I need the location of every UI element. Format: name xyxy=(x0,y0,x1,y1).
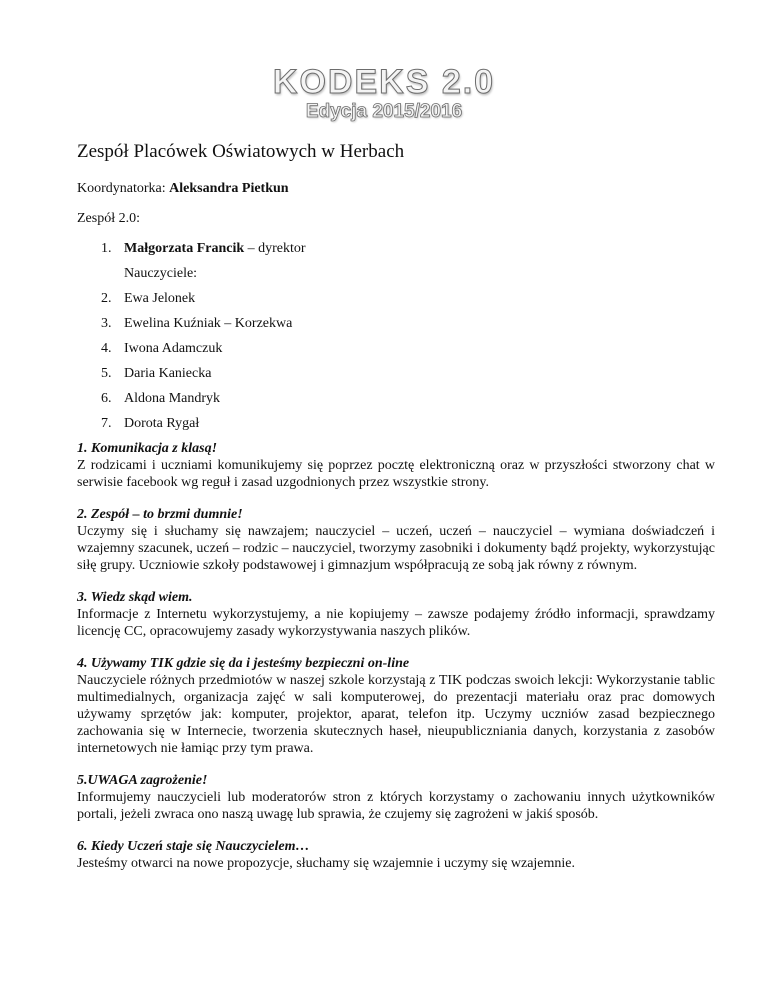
section-heading: 6. Kiedy Uczeń staje się Nauczycielem… xyxy=(77,839,310,854)
coordinator-name: Aleksandra Pietkun xyxy=(169,181,289,196)
section-text: Z rodzicami i uczniami komunikujemy się poprzez pocztę elektroniczną oraz w przyszłości stworzony chat w serwisie facebook wg reguł i zasad uzgodnionych przez wszystkie strony. xyxy=(77,458,715,490)
team-list-item xyxy=(77,390,691,415)
rule-section xyxy=(77,772,715,823)
team-list-item xyxy=(77,315,691,340)
team-list-item xyxy=(77,290,691,315)
member-role: – dyrektor xyxy=(244,241,306,256)
intro-content xyxy=(77,140,691,440)
team-list-item xyxy=(77,415,691,440)
team-list-item xyxy=(77,265,691,290)
section-heading: 5.UWAGA zagrożenie! xyxy=(77,773,208,788)
rule-section xyxy=(77,440,715,491)
member-role: Ewelina Kuźniak – Korzekwa xyxy=(124,316,293,331)
section-text: Nauczyciele różnych przedmiotów w naszej szkole korzystają z TIK podczas swoich lekcji: Wykorzystanie tablic multimedialnych, organizacja zajęć w sali komputerowej, do prezentacji materiału oraz prac domowych używamy sprzętów jak: komputer, projektor, aparat, telefon itp. Uczymy uczniów zasad bezpiecznego zachowania się w Internecie, tworzenia skutecznych haseł, nieupubliczniania danych, korzystania z zasobów internetowych nie łamiąc przy tym prawa. xyxy=(77,673,715,756)
member-name: Małgorzata Francik xyxy=(124,241,245,256)
team-list xyxy=(77,240,691,440)
rule-section xyxy=(77,655,715,757)
section-text: Jesteśmy otwarci na nowe propozycje, słuchamy się wzajemnie i uczymy się wzajemnie. xyxy=(77,856,575,871)
member-role: Iwona Adamczuk xyxy=(124,341,223,356)
rule-section xyxy=(77,589,715,640)
team-list-item xyxy=(77,365,691,390)
document-title: KODEKS 2.0 xyxy=(272,63,496,101)
member-role: Daria Kaniecka xyxy=(124,366,212,381)
list-number: 7. xyxy=(101,416,112,431)
document-subtitle: Edycja 2015/2016 xyxy=(305,101,463,122)
coordinator-label: Koordynatorka: xyxy=(77,181,166,196)
list-number: 1. xyxy=(101,241,112,256)
team-list-item xyxy=(77,340,691,365)
team-list-item xyxy=(77,240,691,265)
section-heading: 1. Komunikacja z klasą! xyxy=(77,441,218,456)
section-heading: 2. Zespół – to brzmi dumnie! xyxy=(77,507,243,522)
list-number: 4. xyxy=(101,341,112,356)
list-number: 5. xyxy=(101,366,112,381)
member-role: Dorota Rygał xyxy=(124,416,200,431)
rule-section xyxy=(77,838,715,872)
list-number: 6. xyxy=(101,391,112,406)
section-heading: 4. Używamy TIK gdzie się da i jesteśmy bezpieczni on-line xyxy=(77,656,410,671)
school-name: Zespół Placówek Oświatowych w Herbach xyxy=(77,141,405,162)
section-text: Uczymy się i słuchamy się nawzajem; nauczyciel – uczeń, uczeń – nauczyciel – wymiana doświadczeń i wzajemny szacunek, uczeń – rodzic – nauczyciel, tworzymy zasobniki i dokumenty bądź projekty, wykorzystując siłę grupy. Uczniowie szkoły podstawowej i gimnazjum współpracują ze sobą jak równy z równym. xyxy=(77,524,715,573)
rule-section xyxy=(77,506,715,574)
section-text: Informujemy nauczycieli lub moderatorów stron z których korzystamy o zachowaniu innych użytkowników portali, jeżeli zwraca ono naszą uwagę lub sprawia, że czujemy się zagrożeni w jakiś sposób. xyxy=(77,790,715,822)
member-role: Aldona Mandryk xyxy=(124,391,221,406)
list-number: 2. xyxy=(101,291,112,306)
title-block xyxy=(0,0,768,124)
section-text: Informacje z Internetu wykorzystujemy, a nie kopiujemy – zawsze podajemy źródło informacji, sprawdzamy licencję CC, opracowujemy zasady wykorzystywania naszych plików. xyxy=(77,607,715,639)
member-role: Ewa Jelonek xyxy=(124,291,196,306)
coordinator-line xyxy=(77,180,691,197)
section-heading: 3. Wiedz skąd wiem. xyxy=(77,590,193,605)
list-number: 3. xyxy=(101,316,112,331)
member-role: Nauczyciele: xyxy=(124,266,198,281)
team-label: Zespół 2.0: xyxy=(77,211,140,226)
rules-sections xyxy=(77,440,715,887)
